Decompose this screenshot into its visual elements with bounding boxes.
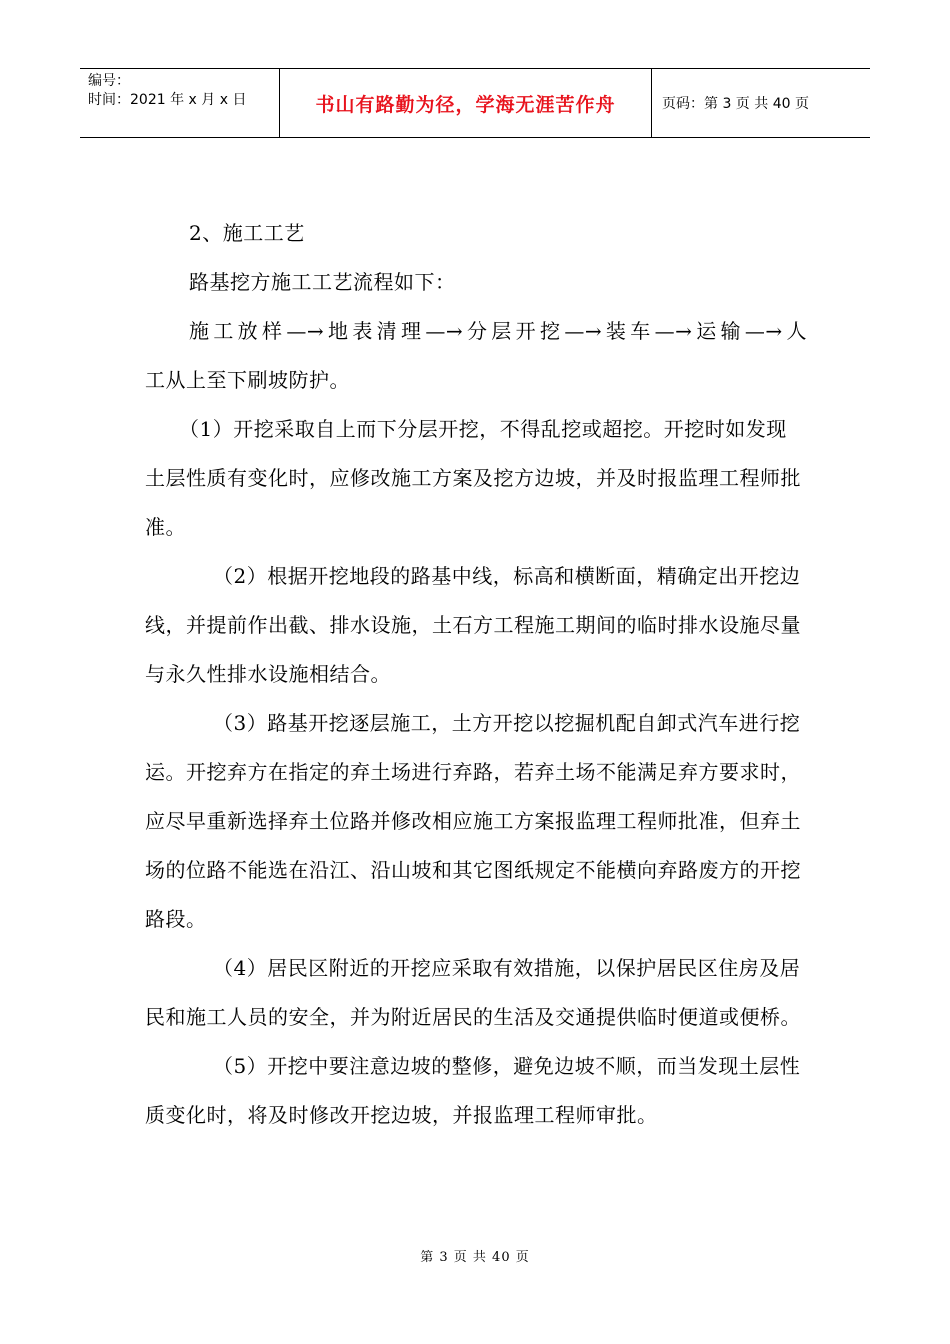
paragraph-1: （1）开挖采取自上而下分层开挖，不得乱挖或超挖。开挖时如发现土层性质有变化时，应修改施工方案及挖方边坡，并及时报监理工程师批准。	[145, 417, 801, 539]
header-motto-cell	[280, 69, 652, 137]
header-page-label: 页码：第 3 页 共 40 页	[662, 96, 809, 112]
page-footer: 第 3 页 共 40 页	[420, 1250, 530, 1265]
paragraph-5: （5）开挖中要注意边坡的整修，避免边坡不顺，而当发现土层性质变化时，将及时修改开挖边坡，并报监理工程师审批。	[145, 1054, 801, 1127]
document-number-label: 编号：	[88, 73, 130, 89]
process-flow-continuation: 工从上至下刷坡防护。	[145, 368, 350, 392]
header-motto: 书山有路勤为径，学海无涯苦作舟	[315, 93, 616, 116]
document-time-label: 时间：2021 年 x 月 x 日	[88, 92, 247, 108]
intro-paragraph: 路基挖方施工工艺流程如下：	[189, 270, 456, 294]
header-page-cell	[652, 69, 870, 137]
header-table	[80, 68, 870, 138]
paragraph-3: （3）路基开挖逐层施工，土方开挖以挖掘机配自卸式汽车进行挖运。开挖弃方在指定的弃土场进行弃路，若弃土场不能满足弃方要求时，应尽早重新选择弃土位路并修改相应施工方案报监理工程师批准，但弃土场的位路不能选在沿江、沿山坡和其它图纸规定不能横向弃路废方的开挖路段。	[145, 711, 801, 931]
section-heading: 2、施工工艺	[189, 221, 305, 245]
document-body	[145, 209, 807, 1140]
paragraph-4: （4）居民区附近的开挖应采取有效措施，以保护居民区住房及居民和施工人员的安全，并为附近居民的生活及交通提供临时便道或便桥。	[145, 956, 801, 1029]
process-flow-line: 施工放样—→地表清理—→分层开挖—→装车—→运输—→人	[189, 319, 807, 343]
paragraph-2: （2）根据开挖地段的路基中线，标高和横断面，精确定出开挖边线，并提前作出截、排水设施，土石方工程施工期间的临时排水设施尽量与永久性排水设施相结合。	[145, 564, 801, 686]
header-meta-cell	[80, 69, 280, 137]
